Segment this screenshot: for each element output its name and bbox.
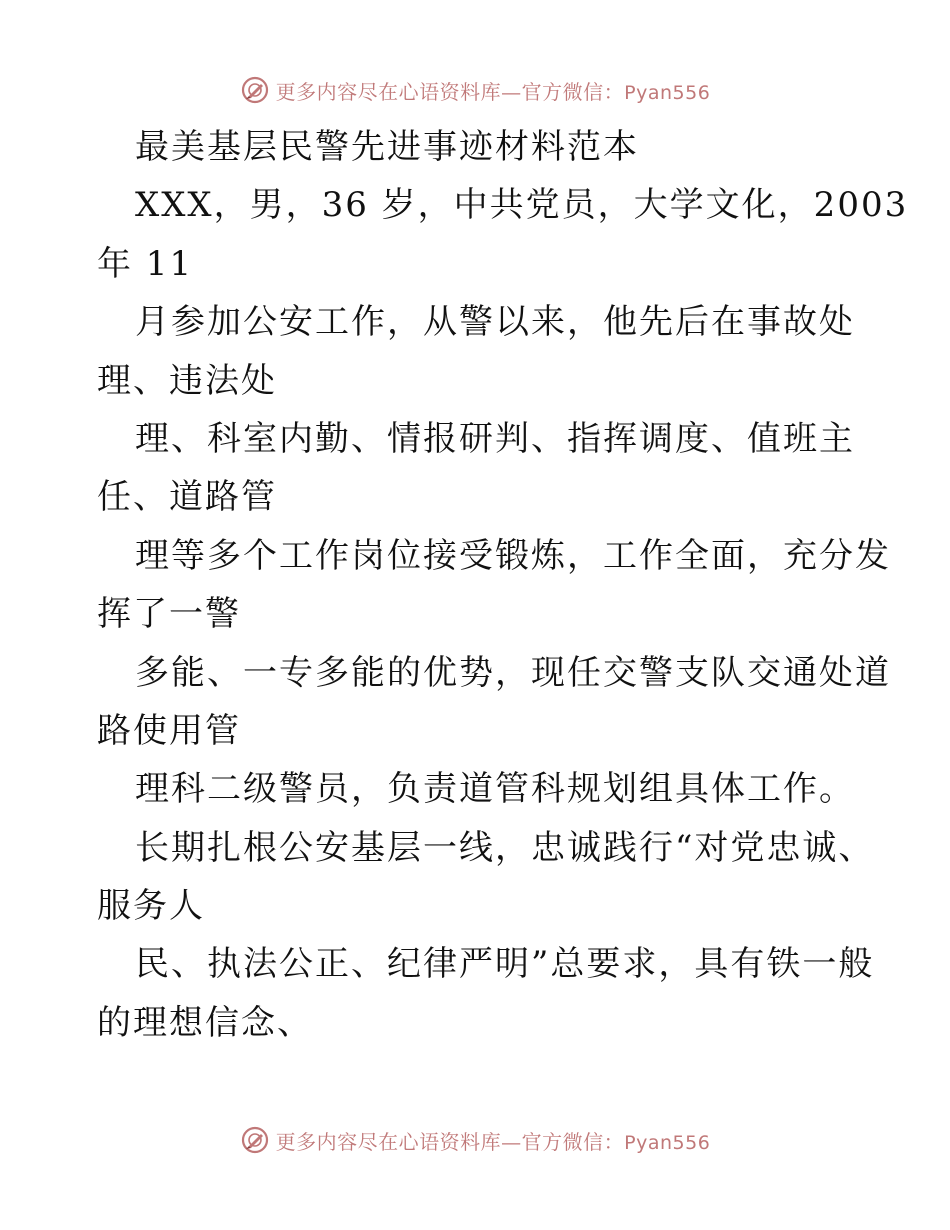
text-line: 最美基层民警先进事迹材料范本 [135, 127, 639, 167]
text-line: 月参加公安工作，从警以来，他先后在事故处 [135, 302, 855, 343]
text-line: 的理想信念、 [97, 1002, 313, 1043]
text-line: 理科二级警员，负责道管科规划组具体工作。 [135, 769, 855, 810]
text-line: 理、违法处 [97, 360, 277, 401]
text-line: 理、科室内勤、情报研判、指挥调度、值班主 [135, 418, 855, 459]
footer-watermark [0, 1120, 950, 1160]
header-watermark [0, 70, 950, 110]
wechat-id: Pyan556 [624, 81, 711, 104]
wechat-id: Pyan556 [624, 1131, 711, 1154]
pen-nib-logo-icon [240, 75, 270, 105]
text-line: XXX，男，36 岁，中共党员，大学文化，2003 [135, 185, 909, 226]
text-line: 路使用管 [97, 710, 241, 751]
watermark-text: 更多内容尽在心语资料库—官方微信：Pyan556 [275, 1129, 711, 1154]
text-line: 理等多个工作岗位接受锻炼，工作全面，充分发 [135, 535, 891, 576]
text-line: 年 11 [97, 243, 194, 284]
text-line: 多能、一专多能的优势，现任交警支队交通处道 [135, 652, 891, 693]
text-line: 挥了一警 [97, 594, 241, 635]
text-line: 任、道路管 [97, 477, 277, 518]
document-body [97, 118, 909, 1052]
text-line: 长期扎根公安基层一线，忠诚践行“对党忠诚、 [135, 827, 875, 868]
text-line: 服务人 [97, 886, 205, 927]
watermark-text: 更多内容尽在心语资料库—官方微信：Pyan556 [275, 79, 711, 104]
text-line: 民、执法公正、纪律严明”总要求，具有铁一般 [135, 944, 875, 985]
pen-nib-logo-icon [240, 1125, 270, 1155]
